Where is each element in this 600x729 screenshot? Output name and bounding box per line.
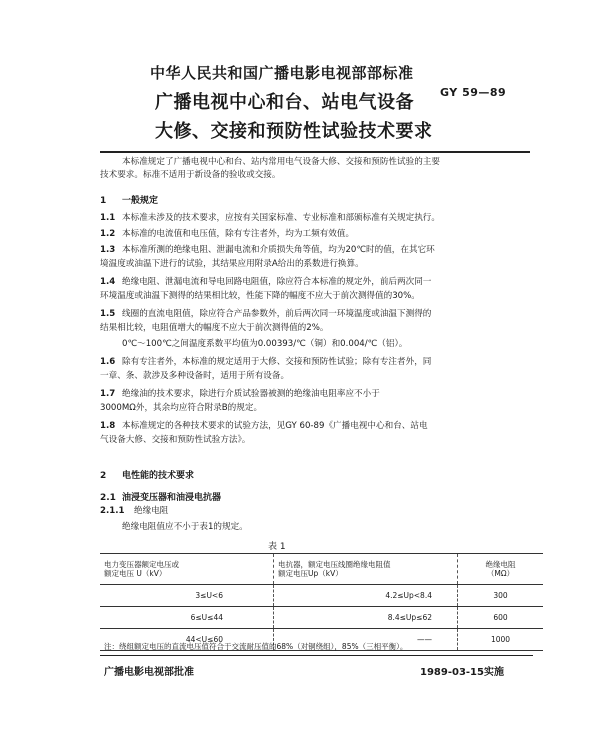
cell-insulation-resistance: 600 xyxy=(458,607,544,629)
document-title-line1: 广播电视中心和台、站电气设备 xyxy=(155,92,414,113)
table-header-row xyxy=(100,554,543,585)
clause-1-5 xyxy=(100,308,431,321)
clause-1-6-cont: 一章、条、款涉及多种设备时，适用于所有设备。 xyxy=(100,371,290,381)
clause-title: 绝缘电阻 xyxy=(134,506,169,516)
clause-2-1-1-heading xyxy=(100,505,168,518)
clause-text: 线圈的直流电阻值，除应符合产品参数外，前后两次同一环境温度或油温下测得的 xyxy=(122,309,432,319)
clause-1-8-cont: 气设备大修、交接和预防性试验方法》。 xyxy=(100,435,251,445)
clause-1-4 xyxy=(100,276,431,289)
clause-1-4-cont: 环境温度或油温下测得的结果相比较，性能下降的幅度不应大于前次测得值的30%。 xyxy=(100,291,420,301)
clause-2-1-1-text: 绝缘电阻值应不小于表1的规定。 xyxy=(122,522,248,532)
cell-transformer-voltage: 44<U≤60 xyxy=(100,629,274,651)
clause-number: 1.3 xyxy=(100,245,116,255)
clause-1-7 xyxy=(100,388,380,401)
section1-title: 一般规定 xyxy=(122,196,159,206)
clause-1-2 xyxy=(100,228,354,241)
section1-heading xyxy=(100,193,158,206)
clause-text: 绝缘电阻、泄漏电流和导电回路电阻值，除应符合本标准的规定外，前后两次同一 xyxy=(122,277,432,287)
header-transformer-voltage: 电力变压器额定电压或 额定电压 U（kV） xyxy=(100,554,274,585)
clause-1-3 xyxy=(100,244,435,257)
cell-transformer-voltage: 3≤U<6 xyxy=(100,585,274,607)
implementation-date: 1989-03-15实施 xyxy=(420,667,504,678)
clause-number: 1.1 xyxy=(100,213,116,223)
clause-1-7-cont: 3000MΩ外，其余均应符合附录B的规定。 xyxy=(100,403,263,413)
header-rule xyxy=(100,151,530,153)
clause-text: 绝缘油的技术要求，除进行介质试验器被测的绝缘油电阻率应不小于 xyxy=(122,389,380,399)
section2-number: 2 xyxy=(100,471,107,481)
clause-number: 1.7 xyxy=(100,389,116,399)
clause-text: 除有专注者外，本标准的规定适用于大修、交接和预防性试验；除有专注者外，同 xyxy=(122,357,432,367)
intro-line1: 本标准规定了广播电视中心和台、站内常用电气设备大修、交接和预防性试验的主要 xyxy=(122,157,440,167)
clause-1-3-cont: 境温度或油温下进行的试验，其结果应用附录A给出的系数进行换算。 xyxy=(100,259,364,269)
approved-by: 广播电影电视部批准 xyxy=(104,667,194,678)
cell-transformer-voltage: 6≤U≤44 xyxy=(100,607,274,629)
clause-text: 本标准的电流值和电压值，除有专注者外，均为工频有效值。 xyxy=(122,229,355,239)
clause-title: 油浸变压器和油浸电抗器 xyxy=(122,493,222,503)
clause-2-1-heading xyxy=(100,490,221,503)
standard-code: GY 59—89 xyxy=(440,86,507,99)
section1-number: 1 xyxy=(100,196,107,206)
clause-number: 1.5 xyxy=(100,309,116,319)
cell-reactor-voltage: 4.2≤Up<8.4 xyxy=(274,585,458,607)
cell-insulation-resistance: 1000 xyxy=(458,629,544,651)
clause-number: 1.8 xyxy=(100,421,116,431)
clause-text: 本标准未涉及的技术要求，应按有关国家标准、专业标准和部颁标准有关规定执行。 xyxy=(122,213,440,223)
clause-1-6 xyxy=(100,356,431,369)
table-row xyxy=(100,585,543,607)
clause-number: 1.4 xyxy=(100,277,116,287)
section2-title: 电性能的技术要求 xyxy=(122,471,195,481)
clause-number: 2.1 xyxy=(100,493,116,503)
cell-reactor-voltage: —— xyxy=(274,629,458,651)
cell-insulation-resistance: 300 xyxy=(458,585,544,607)
ministry-heading: 中华人民共和国广播电影电视部部标准 xyxy=(150,64,414,82)
clause-text: 本标准规定的各种技术要求的试验方法，见GY 60-89《广播电视中心和台、站电 xyxy=(122,421,428,431)
table-row xyxy=(100,607,543,629)
clause-1-5-temp-coefficient: 0℃～100℃之间温度系数平均值为0.00393/℃（铜）和0.004/℃（铝）。 xyxy=(122,339,408,349)
section2-heading xyxy=(100,468,194,481)
intro-line2: 技术要求。标准不适用于新设备的验收或交接。 xyxy=(100,170,281,180)
clause-1-8 xyxy=(100,420,428,433)
clause-1-1 xyxy=(100,212,440,225)
clause-text: 本标准所测的绝缘电阻、泄漏电流和介质损失角等值，均为20℃时的值，在其它环 xyxy=(122,245,435,255)
table1-title: 表 1 xyxy=(268,542,286,552)
header-insulation-resistance: 绝缘电阻 （MΩ） xyxy=(458,554,544,585)
clause-1-5-cont: 结果相比较，电阻值增大的幅度不应大于前次测得值的2%。 xyxy=(100,323,329,333)
table1-note: 注：绕组额定电压的直流电压值符合于交流耐压值的68%（对铜绕组），85%（三相平衡）。 xyxy=(104,642,408,651)
document-title-line2: 大修、交接和预防性试验技术要求 xyxy=(155,121,433,142)
footer-rule xyxy=(100,655,533,656)
insulation-resistance-table xyxy=(100,553,543,651)
clause-number: 1.2 xyxy=(100,229,116,239)
clause-number: 2.1.1 xyxy=(100,506,125,516)
header-reactor-voltage: 电抗器，额定电压线圈绝缘电阻值 额定电压Up（kV） xyxy=(274,554,458,585)
clause-number: 1.6 xyxy=(100,357,116,367)
cell-reactor-voltage: 8.4≤Up≤62 xyxy=(274,607,458,629)
